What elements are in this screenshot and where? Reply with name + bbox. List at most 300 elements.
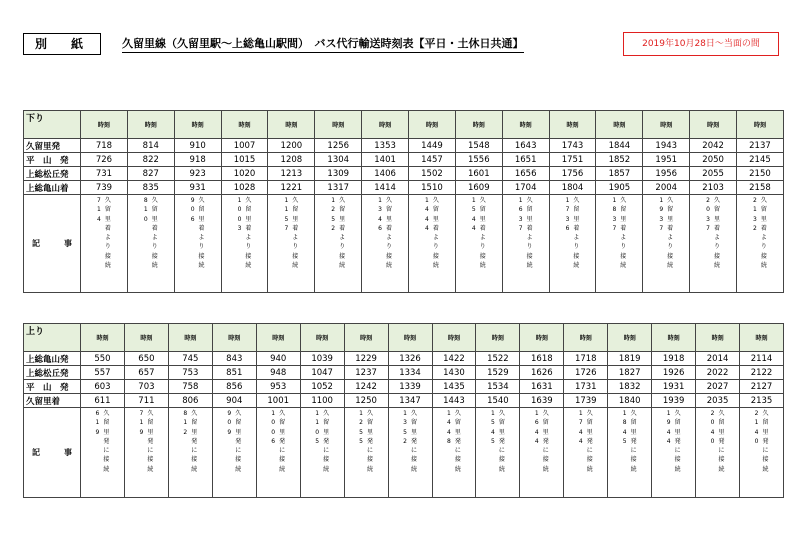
time-cell: 1756 <box>549 167 596 181</box>
note-char: 里 <box>454 428 461 436</box>
note-char: に <box>367 447 374 455</box>
note-cell <box>455 195 502 293</box>
note-char: 発 <box>674 437 681 445</box>
time-cell: 557 <box>81 366 125 380</box>
note-char: 里 <box>292 215 299 223</box>
note-vertical <box>476 409 519 474</box>
time-cell: 948 <box>256 366 300 380</box>
validity-period-badge: 2019年10月28日～当面の間 <box>623 32 779 56</box>
note-char: 接 <box>667 252 674 260</box>
note-char: 5 <box>490 437 495 445</box>
note-char: 留 <box>498 419 505 427</box>
note-char: 発 <box>191 437 198 445</box>
note-text-column <box>279 409 285 474</box>
note-char: 4 <box>471 215 476 223</box>
note-char: 留 <box>235 419 242 427</box>
note-char: り <box>526 243 533 251</box>
note-char: 1 <box>471 197 476 204</box>
note-char: 久 <box>573 197 580 204</box>
note-vertical <box>409 196 455 270</box>
time-cell: 1200 <box>268 139 315 153</box>
note-char: に <box>103 447 110 455</box>
note-cell <box>256 408 300 498</box>
note-char: 接 <box>147 456 154 464</box>
time-cell: 827 <box>127 167 174 181</box>
note-text-column <box>455 409 461 474</box>
note-time-column <box>97 196 101 270</box>
note-char: 着 <box>667 224 674 232</box>
note-vertical <box>652 409 695 474</box>
note-char: よ <box>667 234 674 242</box>
note-time-column <box>238 196 242 270</box>
note-char: 5 <box>284 215 289 223</box>
time-cell: 1414 <box>362 181 409 195</box>
time-cell: 1221 <box>268 181 315 195</box>
note-vertical <box>257 409 300 474</box>
note-time-column <box>491 409 495 474</box>
note-char: よ <box>620 234 627 242</box>
note-char: 0 <box>706 206 710 214</box>
column-header: 時刻 <box>174 111 221 139</box>
note-text-column <box>433 196 439 270</box>
note-char: 接 <box>385 252 392 260</box>
note-char: 5 <box>331 215 336 223</box>
note-char: 1 <box>95 419 100 427</box>
note-char: 里 <box>432 215 439 223</box>
note-char: 留 <box>630 419 637 427</box>
time-cell: 923 <box>174 167 221 181</box>
note-char: 9 <box>139 428 144 436</box>
note-char: 接 <box>542 456 549 464</box>
note-char: 4 <box>710 428 715 436</box>
note-cell <box>300 408 344 498</box>
note-char: 留 <box>292 206 299 214</box>
note-char: 続 <box>620 262 627 270</box>
note-char: 続 <box>714 262 721 270</box>
note-char: 接 <box>674 456 681 464</box>
note-char: 久 <box>526 197 533 204</box>
note-char: 1 <box>378 197 382 204</box>
time-cell: 1001 <box>256 394 300 408</box>
note-vertical <box>456 196 502 270</box>
note-char: 2 <box>710 410 715 417</box>
note-char: 続 <box>454 465 461 473</box>
note-char: 4 <box>534 437 539 445</box>
note-char: 1 <box>565 197 570 204</box>
time-cell: 2127 <box>740 380 784 394</box>
note-char: 発 <box>630 437 637 445</box>
note-char: 0 <box>227 419 232 427</box>
note-char: 久 <box>198 197 205 204</box>
note-char: 続 <box>526 262 533 270</box>
note-vertical <box>128 196 174 270</box>
time-cell: 1529 <box>476 366 520 380</box>
down-timetable <box>23 110 784 293</box>
time-cell: 2137 <box>737 139 784 153</box>
note-time-column <box>535 409 539 474</box>
note-char: 続 <box>323 465 330 473</box>
note-char: 9 <box>190 197 195 204</box>
note-text-column <box>199 196 205 270</box>
time-cell: 711 <box>124 394 168 408</box>
note-vertical <box>301 409 344 474</box>
note-char: 留 <box>667 206 674 214</box>
note-text-column <box>103 409 109 474</box>
time-cell: 1317 <box>315 181 362 195</box>
note-char: 久 <box>432 197 439 204</box>
note-char: 発 <box>323 437 330 445</box>
note-char: 里 <box>147 428 154 436</box>
note-char: 着 <box>198 224 205 232</box>
column-header: 時刻 <box>652 324 696 352</box>
note-char: 久 <box>191 410 198 417</box>
column-header: 時刻 <box>740 324 784 352</box>
note-char: 接 <box>454 456 461 464</box>
note-text-column <box>339 196 345 270</box>
note-time-column <box>447 409 451 474</box>
table-row <box>24 181 784 195</box>
note-char: 7 <box>284 224 289 232</box>
time-cell: 1827 <box>608 366 652 380</box>
note-char: 久 <box>674 410 681 417</box>
note-time-column <box>579 409 583 474</box>
time-cell: 650 <box>124 352 168 366</box>
note-char: 発 <box>498 437 505 445</box>
note-char: 続 <box>498 465 505 473</box>
note-time-column <box>284 196 288 270</box>
note-text-column <box>367 409 373 474</box>
time-cell: 1852 <box>596 153 643 167</box>
note-char: 着 <box>245 224 252 232</box>
time-cell: 2035 <box>696 394 740 408</box>
time-cell: 1548 <box>455 139 502 153</box>
note-char: 接 <box>198 252 205 260</box>
note-char: 着 <box>526 224 533 232</box>
time-cell: 550 <box>81 352 125 366</box>
note-text-column <box>620 196 626 270</box>
note-text-column <box>761 196 767 270</box>
note-char: 1 <box>143 206 148 214</box>
time-cell: 745 <box>168 352 212 366</box>
notes-row <box>24 195 784 293</box>
station-label: 上総松丘発 <box>24 167 81 181</box>
note-char: 留 <box>104 206 111 214</box>
notes-label-char: 事 <box>64 239 72 248</box>
note-char: 2 <box>359 419 363 427</box>
note-char: 発 <box>762 437 769 445</box>
note-cell <box>168 408 212 498</box>
note-char: 5 <box>471 206 476 214</box>
note-time-column <box>191 196 195 270</box>
note-text-column <box>152 196 158 270</box>
note-char: 里 <box>151 215 158 223</box>
time-cell: 1718 <box>564 352 608 366</box>
note-time-column <box>667 409 671 474</box>
column-header: 時刻 <box>221 111 268 139</box>
time-cell: 1522 <box>476 352 520 366</box>
note-time-column <box>359 409 363 474</box>
note-char: 接 <box>151 252 158 260</box>
note-char: 続 <box>198 262 205 270</box>
note-char: 6 <box>95 410 100 417</box>
up-timetable <box>23 323 784 498</box>
note-char: 着 <box>714 224 721 232</box>
note-char: 5 <box>490 419 495 427</box>
note-char: 接 <box>292 252 299 260</box>
time-cell: 1926 <box>652 366 696 380</box>
note-char: 里 <box>410 428 417 436</box>
note-char: 続 <box>718 465 725 473</box>
note-char: 接 <box>620 252 627 260</box>
note-char: 久 <box>454 410 461 417</box>
note-char: 7 <box>565 206 570 214</box>
note-char: 1 <box>622 410 627 417</box>
time-cell: 1309 <box>315 167 362 181</box>
note-char: 接 <box>367 456 374 464</box>
note-time-column <box>183 409 187 474</box>
note-char: よ <box>339 234 346 242</box>
note-char: 1 <box>612 197 617 204</box>
notes-label-text <box>24 238 80 249</box>
note-char: 1 <box>237 197 242 204</box>
note-char: 里 <box>573 215 580 223</box>
notes-label <box>24 408 81 498</box>
notes-label-char: 記 <box>32 448 40 457</box>
note-char: 接 <box>586 456 593 464</box>
time-cell: 2055 <box>690 167 737 181</box>
note-vertical <box>737 196 783 270</box>
note-char: 久 <box>245 197 252 204</box>
page-title: 久留里線（久留里駅～上総亀山駅間） バス代行輸送時刻表【平日・土休日共通】 <box>122 35 524 53</box>
note-char: 続 <box>235 465 242 473</box>
note-char: 接 <box>323 456 330 464</box>
note-char: よ <box>479 234 486 242</box>
note-char: 着 <box>620 224 627 232</box>
note-char: 久 <box>151 197 158 204</box>
note-char: 着 <box>760 224 767 232</box>
note-vertical <box>690 196 736 270</box>
note-char: 留 <box>151 206 158 214</box>
note-cell <box>643 195 690 293</box>
note-char: 久 <box>760 197 767 204</box>
note-char: 1 <box>534 410 539 417</box>
note-char: 5 <box>359 437 363 445</box>
time-cell: 2004 <box>643 181 690 195</box>
note-vertical <box>81 409 124 474</box>
note-char: 5 <box>403 428 407 436</box>
note-char: 久 <box>104 197 111 204</box>
time-cell: 1339 <box>388 380 432 394</box>
note-char: り <box>292 243 299 251</box>
time-cell: 1618 <box>520 352 564 366</box>
note-time-column <box>139 409 143 474</box>
note-char: 留 <box>586 419 593 427</box>
note-char: 9 <box>227 428 232 436</box>
time-cell: 1015 <box>221 153 268 167</box>
note-vertical <box>268 196 314 270</box>
note-vertical <box>169 409 212 474</box>
time-cell: 1656 <box>502 167 549 181</box>
time-cell: 1502 <box>409 167 456 181</box>
note-char: 発 <box>410 437 417 445</box>
time-cell: 1028 <box>221 181 268 195</box>
note-vertical <box>389 409 432 474</box>
note-char: 1 <box>315 410 320 417</box>
note-char: 2 <box>331 224 336 232</box>
note-char: 0 <box>237 215 242 223</box>
note-cell <box>174 195 221 293</box>
note-cell <box>409 195 456 293</box>
note-char: 留 <box>367 419 374 427</box>
time-cell: 611 <box>81 394 125 408</box>
note-time-column <box>612 196 616 270</box>
time-cell: 2135 <box>740 394 784 408</box>
note-char: 3 <box>518 215 523 223</box>
note-time-column <box>378 196 382 270</box>
note-char: 続 <box>151 262 158 270</box>
note-char: 7 <box>578 419 583 427</box>
column-header: 時刻 <box>455 111 502 139</box>
note-char: 0 <box>710 437 715 445</box>
note-char: 2 <box>753 197 757 204</box>
time-cell: 726 <box>81 153 128 167</box>
note-char: 9 <box>95 428 100 436</box>
note-char: 久 <box>339 197 346 204</box>
note-char: 2 <box>754 410 759 417</box>
time-cell: 1651 <box>502 153 549 167</box>
note-char: 接 <box>573 252 580 260</box>
note-char: 4 <box>97 215 101 223</box>
note-char: 接 <box>279 456 286 464</box>
note-char: 里 <box>714 215 721 223</box>
note-char: 5 <box>359 428 363 436</box>
column-header: 時刻 <box>344 324 388 352</box>
note-vertical <box>696 409 739 474</box>
time-cell: 1422 <box>432 352 476 366</box>
note-char: 9 <box>659 206 664 214</box>
table-row <box>24 380 784 394</box>
time-cell: 1229 <box>344 352 388 366</box>
time-cell: 1819 <box>608 352 652 366</box>
time-cell: 1020 <box>221 167 268 181</box>
note-char: 里 <box>235 428 242 436</box>
time-cell: 843 <box>212 352 256 366</box>
note-char: 1 <box>490 410 495 417</box>
note-cell <box>212 408 256 498</box>
note-char: 接 <box>762 456 769 464</box>
note-char: よ <box>573 234 580 242</box>
note-vertical <box>222 196 268 270</box>
time-cell: 2027 <box>696 380 740 394</box>
column-header: 時刻 <box>124 324 168 352</box>
time-cell: 1256 <box>315 139 362 153</box>
time-cell: 1626 <box>520 366 564 380</box>
note-char: 4 <box>425 224 429 232</box>
note-char: 1 <box>183 419 188 427</box>
time-cell: 1510 <box>409 181 456 195</box>
note-char: に <box>630 447 637 455</box>
attachment-tag: 別 紙 <box>23 33 101 55</box>
note-char: に <box>410 447 417 455</box>
note-time-column <box>472 196 476 270</box>
column-header: 時刻 <box>596 111 643 139</box>
note-text-column <box>245 196 251 270</box>
note-char: 1 <box>331 197 336 204</box>
note-char: に <box>542 447 549 455</box>
note-char: 続 <box>147 465 154 473</box>
note-char: 久 <box>279 410 286 417</box>
note-char: 里 <box>339 215 346 223</box>
time-cell: 1304 <box>315 153 362 167</box>
note-char: 接 <box>718 456 725 464</box>
note-char: 7 <box>659 224 664 232</box>
time-cell: 758 <box>168 380 212 394</box>
note-char: 久 <box>235 410 242 417</box>
note-char: 1 <box>139 419 144 427</box>
table-row <box>24 352 784 366</box>
note-char: 0 <box>271 419 276 427</box>
time-cell: 2114 <box>740 352 784 366</box>
note-char: に <box>279 447 286 455</box>
note-char: 6 <box>378 224 382 232</box>
column-header: 時刻 <box>476 324 520 352</box>
note-char: 着 <box>339 224 346 232</box>
time-cell: 931 <box>174 181 221 195</box>
note-cell <box>520 408 564 498</box>
note-text-column <box>292 196 298 270</box>
note-char: り <box>151 243 158 251</box>
note-time-column <box>425 196 429 270</box>
time-cell: 814 <box>127 139 174 153</box>
note-char: よ <box>245 234 252 242</box>
note-char: 0 <box>710 419 715 427</box>
note-char: よ <box>432 234 439 242</box>
note-vertical <box>362 196 408 270</box>
time-cell: 851 <box>212 366 256 380</box>
note-char: 里 <box>630 428 637 436</box>
note-char: 続 <box>667 262 674 270</box>
note-char: 久 <box>542 410 549 417</box>
note-char: 里 <box>245 215 252 223</box>
note-text-column <box>675 409 681 474</box>
note-char: 続 <box>103 465 110 473</box>
time-cell: 1751 <box>549 153 596 167</box>
note-char: 7 <box>97 197 101 204</box>
time-cell: 718 <box>81 139 128 153</box>
time-cell: 1601 <box>455 167 502 181</box>
note-char: 3 <box>403 419 407 427</box>
note-char: 久 <box>630 410 637 417</box>
note-char: 久 <box>586 410 593 417</box>
note-cell <box>549 195 596 293</box>
time-cell: 1556 <box>455 153 502 167</box>
note-char: に <box>586 447 593 455</box>
note-char: り <box>667 243 674 251</box>
note-char: 着 <box>432 224 439 232</box>
note-char: 里 <box>198 215 205 223</box>
time-cell: 822 <box>127 153 174 167</box>
note-char: 続 <box>191 465 198 473</box>
note-char: 久 <box>292 197 299 204</box>
column-header: 時刻 <box>127 111 174 139</box>
time-cell: 1007 <box>221 139 268 153</box>
time-cell: 1743 <box>549 139 596 153</box>
note-char: 1 <box>97 206 101 214</box>
note-char: 続 <box>630 465 637 473</box>
time-cell: 1951 <box>643 153 690 167</box>
time-cell: 1643 <box>502 139 549 153</box>
note-char: 久 <box>147 410 154 417</box>
